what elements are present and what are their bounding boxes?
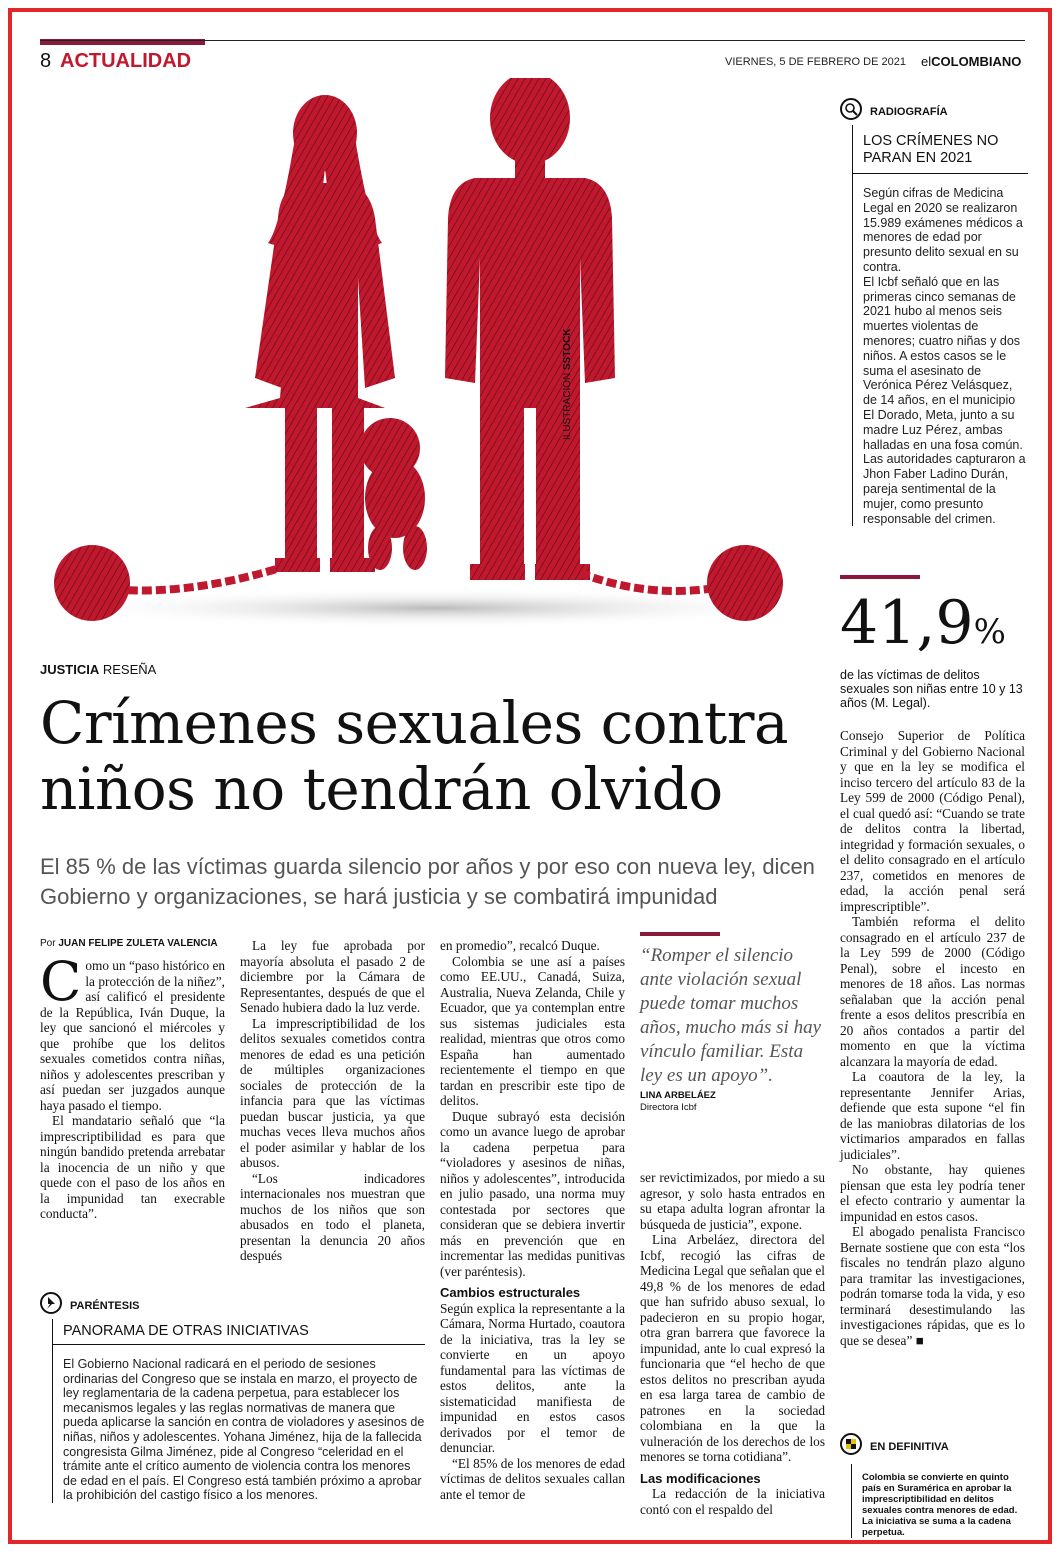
- ground-shadow: [55, 588, 815, 628]
- illustration-credit: [562, 328, 573, 440]
- col4-subhead: Las modificaciones: [640, 1470, 761, 1486]
- radiografia-label: RADIOGRAFÍA: [870, 105, 948, 118]
- parentesis-title: PANORAMA DE OTRAS INICIATIVAS: [63, 1323, 309, 1339]
- en-definitiva-body: Colombia se convierte en quinto país en Suramérica en aprobar la imprescriptibilidad en delitos sexuales contra menores de edad. La iniciativa se suma a la cadena perpetua.: [862, 1472, 1018, 1538]
- radiografia-paragraph-2: El Icbf señaló que en las primeras cinco semanas de 2021 hubo al menos seis muertes violentas de menores; cuatro niñas y dos niños. A estos casos se le suma el asesinato de Verónica Pérez Velásquez, de 14 años, en el municipio El Dorado, Meta, junto a su madre Luz Pérez, ambas halladas en una fosa común. Las autoridades capturaron a Jhon Faber Ladino Durán, pareja sentimental de la mujer, como presunto responsable del crimen.: [863, 274, 1026, 526]
- col3-paragraph-5: “El 85% de los menores de edad víctimas de delitos sexuales callan ante el temor de: [440, 1455, 625, 1502]
- stat-number: 41,9: [840, 588, 974, 658]
- byline-prefix: Por: [40, 938, 59, 949]
- col3-subhead: Cambios estructurales: [440, 1285, 581, 1300]
- parentesis-label: PARÉNTESIS: [70, 1299, 140, 1312]
- en-definitiva-label: EN DEFINITIVA: [870, 1440, 949, 1453]
- page-number: 8: [40, 50, 52, 72]
- headline: Crímenes sexuales contra niños no tendrán olvido: [40, 689, 789, 823]
- parentesis-box: [40, 1292, 425, 1503]
- kicker-section: JUSTICIA: [40, 662, 100, 677]
- logo-prefix: el: [921, 54, 932, 69]
- col5-paragraph-4: No obstante, hay quienes piensan que esta ley podría tener el efecto contrario y aumentar la impunidad en estos casos.: [840, 1162, 1025, 1224]
- parentesis-body: El Gobierno Nacional radicará en el periodo de sesiones ordinarias del Congreso que se instala en marzo, el proyecto de ley reglamentaria de la cadena perpetua, para establecer los mecanismos legales y las reglas normativas de manera que pueda aplicarse la sanción en contra de violadores y asesinos de niñas, niños y adolescentes. Yohana Jiménez, hija de la fallecida congresista Gilma Jiménez, pide al Congreso “celeridad en el trámite ante el crítico aumento de violencia contra los menores de edad en el país. El Congreso está también próximo a aprobar la prohibición del castigo físico a los menores.: [63, 1357, 425, 1503]
- stat-accent-bar: [840, 575, 920, 579]
- article-column-4: [640, 1170, 825, 1517]
- credit-prefix: ILUSTRACIÓN: [562, 369, 573, 440]
- teddy-silhouette: [360, 418, 427, 570]
- byline: [40, 938, 218, 949]
- stat-caption: de las víctimas de delitos sexuales son niñas entre 10 y 13 años (M. Legal).: [840, 668, 1023, 710]
- col5-paragraph-2: También reforma el delito consagrado en el artículo 237 de la Ley 599 de 2000 (Código Penal), sobre el incesto en menores de 18 años. Las normas señalaban que la acción penal frente a esos delitos prescribía en 20 años contados a partir del momento en que la víctima alcanzara la mayoría de edad.: [840, 914, 1025, 1069]
- col3-paragraph-1: en promedio”, recalcó Duque.: [440, 938, 600, 953]
- drop-cap: C: [40, 950, 82, 1013]
- col5-paragraph-3: La coautora de la ley, la representante Jennifer Arias, defiende que esta supone “el fin de las maniobras dilatorias de los victimarios amparados en fallas judiciales”.: [840, 1069, 1025, 1162]
- radiografia-box: [840, 98, 1028, 526]
- radiografia-body-wrap: [852, 174, 1028, 526]
- kicker: [40, 662, 156, 677]
- stat-unit: %: [973, 612, 1006, 652]
- col3-paragraph-3: Duque subrayó esta decisión como un avance luego de aprobar la cadena perpetua para “violadores y asesinos de niñas, niños y adolescentes”, introducida en julio pasado, una norma muy contestada por sectores que consideran que se debiera invertir más en prevención que en incrementar las medidas punitivas (ver paréntesis).: [440, 1108, 625, 1279]
- logo-name: COLOMBIANO: [931, 54, 1022, 69]
- masthead-rule: [40, 40, 1025, 41]
- en-definitiva-header: [840, 1433, 1028, 1460]
- col3-paragraph-4: Según explica la representante a la Cámara, Norma Hurtado, coautora de la iniciativa, tras la ley se convierte en un apoyo fundamental para las víctimas de estos delitos, ante la sistematicidad manifiesta de impunidad en estos casos derivados por el temor de denunciar.: [440, 1300, 625, 1455]
- radiografia-title-wrap: [852, 125, 1028, 174]
- issue-date: VIERNES, 5 DE FEBRERO DE 2021: [725, 56, 906, 68]
- col4-paragraph-1: ser revictimizados, por miedo a su agresor, y solo hasta entrados en su etapa adulta logran afrontar la búsqueda de justicia”, expone.: [640, 1170, 825, 1232]
- pin-icon: [40, 1292, 62, 1319]
- deck: El 85 % de las víctimas guarda silencio por años y por eso con nueva ley, dicen Gobierno y organizaciones, se hará justicia y se combatirá impunidad: [40, 854, 815, 909]
- quote-accent-bar: [640, 932, 720, 936]
- col5-paragraph-1: Consejo Superior de Política Criminal y del Gobierno Nacional y que en la ley se modifica el inciso tercero del artículo 83 de la Ley 599 de 2000 (Código Penal), el cual quedó así: “Cuando se trate de delitos contra la libertad, integridad y formación sexuales, o el delito consagrado en el artículo 237, cometidos en menores de edad, la acción penal será imprescriptible”.: [840, 728, 1025, 914]
- article-column-5: [840, 728, 1025, 1348]
- parentesis-title-wrap: [52, 1319, 425, 1345]
- col4-paragraph-3: La redacción de la iniciativa contó con el respaldo del: [640, 1486, 825, 1517]
- quote-name: LINA ARBELÁEZ: [640, 1090, 716, 1101]
- radiografia-paragraph-1: Según cifras de Medicina Legal en 2020 se realizaron 15.989 exámenes médicos a menores de edad por presunto delito sexual en su contra.: [863, 186, 1023, 274]
- newspaper-logo: [921, 54, 1021, 69]
- kicker-type: RESEÑA: [102, 662, 157, 677]
- en-definitiva-body-wrap: [851, 1464, 1028, 1538]
- quote-role: Directora Icbf: [640, 1102, 697, 1113]
- radiografia-title: LOS CRÍMENES NO PARAN EN 2021: [863, 133, 999, 166]
- article-column-3: [440, 938, 625, 1502]
- byline-author: JUAN FELIPE ZULETA VALENCIA: [58, 938, 218, 949]
- parentesis-body-wrap: [52, 1345, 425, 1503]
- magnifier-icon: [840, 98, 862, 125]
- article-column-2: [240, 938, 425, 1264]
- stat-value: [840, 588, 1006, 658]
- col5-paragraph-5: El abogado penalista Francisco Bernate sostiene que con esta “los fiscales no tendrán plazo alguno para tramitar las investigaciones, podrán tomarse toda la vida, y eso terminará desestimulando las investigaciones rápidas, que es lo que se desea” ■: [840, 1224, 1025, 1348]
- col1-paragraph-2: El mandatario señaló que “la imprescriptibilidad es para que ningún bandido pretenda arrebatar la inocencia de un niño y que quede con el paso de los años en la impunidad tan execrable conducta”.: [40, 1113, 225, 1221]
- col3-paragraph-2: Colombia se une así a países como EE.UU., Canadá, Suiza, Australia, Nueva Zelanda, Chile y Ecuador, que ya contemplan entre sus sistemas judiciales esta realidad, mientras que otros como España han aumentado recientemente el tiempo en que tardan en prescribir este tipo de delitos.: [440, 953, 625, 1108]
- parentesis-header: [40, 1292, 425, 1319]
- col4-paragraph-2: Lina Arbeláez, directora del Icbf, recogió las cifras de Medicina Legal que señalan que el 49,8 % de los menores de edad que han sufrido abuso sexual, lo padecieron en su propio hogar, otra gran barrera que favorece la impunidad, ante lo cual expresó la funcionaria que “el hecho de que estos delitos no prescriban ayuda en esa larga tarea de cambio de patrones en la sociedad colombiana en la que la vulneración de los derechos de los menores se torna cotidiana”.: [640, 1232, 825, 1464]
- checker-icon: [840, 1433, 862, 1460]
- section-name: ACTUALIDAD: [60, 50, 192, 72]
- pull-quote: “Romper el silencio ante violación sexual puede tomar muchos años, mucho más si hay vínculo familiar. Esta ley es un apoyo”.: [640, 945, 822, 1086]
- article-column-1: [40, 950, 225, 1222]
- credit-source: SSTOCK: [562, 328, 573, 370]
- col2-paragraph-3: “Los indicadores internacionales nos muestran que muchos de los niños que son abusados en todo el planeta, presentan la denuncia 20 años después: [240, 1170, 425, 1263]
- en-definitiva-box: [853, 1433, 1028, 1538]
- main-illustration: [40, 78, 830, 648]
- col1-paragraph-1: omo un “paso histórico en la protección de la niñez”, así calificó el presidente de la República, Iván Duque, la ley que sancionó el miércoles y que prohíbe que los delitos sexuales cometidos contra niñas, niños y adolescentes prescriban y así puedan ser juzgados aunque haya pasado el tiempo.: [40, 958, 225, 1113]
- col2-paragraph-1: La ley fue aprobada por mayoría absoluta el pasado 2 de diciembre por la Cámara de Representantes, después de que el Senado hubiera dado la luz verde.: [240, 938, 425, 1015]
- boy-silhouette: [445, 78, 615, 580]
- col2-paragraph-2: La imprescriptibilidad de los delitos sexuales cometidos contra menores de edad es una petición de múltiples organizaciones sociales de protección de la infancia para que las víctimas puedan buscar justicia, ya que muchas veces lleva muchos años el poder asimilar y hablar de los abusos.: [240, 1015, 425, 1170]
- radiografia-header: [840, 98, 1028, 125]
